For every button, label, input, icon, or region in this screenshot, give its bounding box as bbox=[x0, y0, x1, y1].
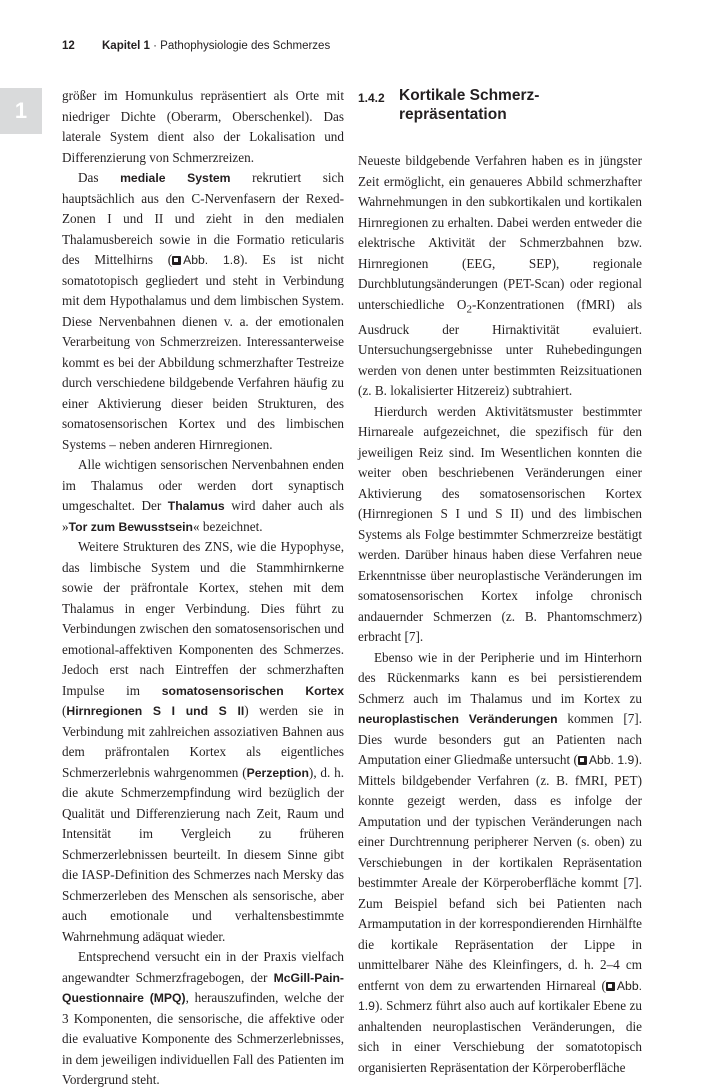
paragraph bbox=[358, 648, 642, 1079]
section-title: Kortikale Schmerz- repräsentation bbox=[399, 87, 540, 123]
text: Alle wichtigen sensorischen Nervenbahnen enden im Thalamus oder werden dort synaptisch umgeschaltet. Der bbox=[62, 457, 344, 513]
text: -Konzentrationen (fMRI) als Ausdruck der Hirnaktivität evaluiert. Untersuchungsergebnisse unter Ruhebedingungen werden von denen unter bestimmten Reizsituationen (z. B. lokalisierter Hitzereiz) subtrahiert. bbox=[358, 296, 642, 399]
figure-reference[interactable] bbox=[578, 753, 634, 767]
paragraph bbox=[62, 168, 344, 455]
text: Weitere Strukturen des ZNS, wie die Hypophyse, das limbische System und die Stammhirnkerne sowie der präfrontale Kortex, stehen mit dem Thalamus in enger Verbindung. Dies führt zu Verbindungen zwischen den somatosensorischen und emotional-affektiven Komponenten des Schmerzes. Jedoch erst nach Eintreffen der schmerzhaften Impulse im bbox=[62, 539, 344, 698]
running-header bbox=[62, 40, 682, 60]
paragraph: Hierdurch werden Aktivitätsmuster bestimmter Hirnareale aufgezeichnet, die spezifisch für den jeweiligen Reiz sind. Im Wesentlichen konnten die weiter oben beschriebenen Veränderungen einer Aktivierung des somatosensorischen Kortex (Hirnregionen S I und S II) und des limbischen Systems als Folge bestimmter Schmerzreize bestätigt werden. Darüber hinaus haben diese Verfahren neue Erkenntnisse über neuroplastische Veränderungen im somatosensorischen Kortex infolge chronisch andauernder Schmerzen (z. B. Phantomschmerz) erbracht [7]. bbox=[358, 403, 642, 645]
figure-reference[interactable] bbox=[172, 253, 240, 267]
section-number: 1.4.2 bbox=[358, 91, 385, 105]
subscript: 2 bbox=[466, 303, 472, 316]
text: Neueste bildgebende Verfahren haben es in jüngster Zeit ermöglicht, ein genaueres Abbild schmerzhafter Wahrnehmungen in den subkortikalen und kortikalen Hirnregionen zu erhalten. Dabei werden entweder die elektrische Aktivität der Schmerzbahnen bzw. Hirnregionen (EEG, SEP), regionale Durchblutungsänderungen (PET-Scan) oder regional unterschiedliche O bbox=[358, 153, 642, 312]
chapter-label: Kapitel 1 bbox=[102, 40, 150, 52]
figure-ref-icon bbox=[606, 982, 615, 991]
figure-ref-label: Abb. 1.9 bbox=[358, 978, 642, 1014]
chapter-tab: 1 bbox=[0, 88, 42, 134]
page-number: 12 bbox=[62, 40, 75, 52]
chapter-heading bbox=[102, 40, 330, 52]
section-heading bbox=[358, 86, 642, 134]
paragraph: größer im Homunkulus repräsentiert als Orte mit niedriger Dichte (Oberarm, Oberschenkel). Das laterale System dient also der Lokalisation und Differenzierung von Schmerzreizen. bbox=[62, 88, 344, 165]
paragraph bbox=[62, 455, 344, 537]
text: « bezeichnet. bbox=[192, 518, 263, 534]
keyword-thalamus: Thalamus bbox=[167, 499, 225, 513]
keyword-medial-system: mediale System bbox=[120, 171, 231, 185]
text: ), d. h. die akute Schmerzempfindung wird bezüglich der Qualität und Differenzierung nach Zeit, Raum und Intensität im Vergleich zu früheren Schmerzerlebnissen beurteilt. In diesem Sinne gibt die IASP-Definition des Schmerzes nach Mersky das Schmerzerleben des Menschen als sensorische, aber auch emotionale und verhaltensbestimmte Wahrnehmung adäquat wieder. bbox=[62, 764, 344, 944]
text: rekrutiert sich hauptsächlich aus den C-Nervenfasern der Rexed-Zonen I und II und zieht in den medialen Thalamusbereich sowie in die Formatio reticularis des Mittelhirns ( bbox=[62, 170, 344, 267]
keyword-perception: Perzeption bbox=[246, 765, 309, 780]
text: ). Es ist nicht somatotopisch gegliedert und steht in Verbindung mit dem Hypothalamus und dem limbischen System. Diese Nervenbahnen dienen v. a. der emotionalen Verarbeitung von Schmerzreizen. Interessanterweise kommt es bei der Abbildung schmerzhafter Testreize durch verschiedene bildgebende Verfahren häufig zu einer Aktivierung dieser beiden Strukturen, des somatosensorischen Kortex und des limbischen Systems – neben anderen Hirnregionen. bbox=[62, 252, 344, 452]
left-column bbox=[62, 86, 344, 1091]
figure-ref-icon bbox=[578, 756, 587, 765]
text: Ebenso wie in der Peripherie und im Hinterhorn des Rückenmarks kann es bei persistierendem Schmerz auch im Thalamus und im Kortex zu bbox=[358, 649, 642, 706]
text: ( bbox=[62, 703, 67, 718]
text: ). Mittels bildgebender Verfahren (z. B. fMRI, PET) konnte gezeigt werden, dass es infolge der Amputation und der typischen Veränderungen nach einer Durchtrennung peripherer Nerven (s. oben) zu Verschiebungen in der kortikalen Repräsentation bestimmter Areale der Körperoberfläche kommt [7]. Zum Beispiel befand sich bei Patienten nach Armamputation in der korrespondierenden Hirnhälfte die kortikale Repräsentation der Lippe in unmittelbarer Nähe des Kleinfingers, d. h. 2–4 cm entfernt von dem zu erwartenden Hirnareal ( bbox=[358, 752, 642, 993]
text: Das bbox=[78, 170, 121, 185]
keyword-brain-regions: Hirnregionen S I und S II bbox=[66, 704, 245, 718]
text: ) werden sie in Verbindung mit zahlreichen assoziativen Bahnen aus dem präfrontalen Kortex als eigentliches Schmerzerlebnis wahrgenommen ( bbox=[62, 703, 344, 780]
chapter-title: · Pathophysiologie des Schmerzes bbox=[149, 40, 331, 52]
paragraph bbox=[358, 151, 642, 402]
paragraph bbox=[62, 947, 344, 1091]
text: Entsprechend versucht ein in der Praxis vielfach angewandter Schmerzfragebogen, der bbox=[62, 949, 344, 985]
text: ). Schmerz führt also auch auf kortikaler Ebene zu anhaltenden neuroplastischen Veränderungen, die sich in einer Verschiebung der somatotopisch organisierten Repräsentation der Körperoberfläche bbox=[358, 998, 642, 1075]
keyword-tor-zum-bewusstsein: Tor zum Bewusstsein bbox=[68, 519, 193, 534]
text: wird daher auch als » bbox=[62, 498, 344, 534]
figure-ref-icon bbox=[172, 256, 181, 265]
right-column bbox=[358, 86, 642, 1078]
keyword-neuroplastic-changes: neuroplastischen Veränderungen bbox=[358, 712, 558, 727]
keyword-mcgill: McGill-Pain-Questionnaire (MPQ) bbox=[62, 970, 344, 1005]
figure-ref-label: Abb. 1.9 bbox=[588, 753, 635, 768]
keyword-somatosensory-cortex: somatosensorischen Kortex bbox=[161, 683, 344, 698]
text: kommen [7]. Dies wurde besonders gut an Patienten nach Amputation einer Gliedmaße untersucht ( bbox=[358, 711, 642, 768]
text: , herauszufinden, welche der 3 Komponenten, die sensorische, die affektive oder die evaluative Komponente des Schmerzerlebnisses, in dem jeweiligen individuellen Fall des Patienten im Vordergrund steht. bbox=[62, 990, 344, 1087]
figure-ref-label: Abb. 1.8 bbox=[183, 253, 240, 267]
paragraph bbox=[62, 537, 344, 947]
